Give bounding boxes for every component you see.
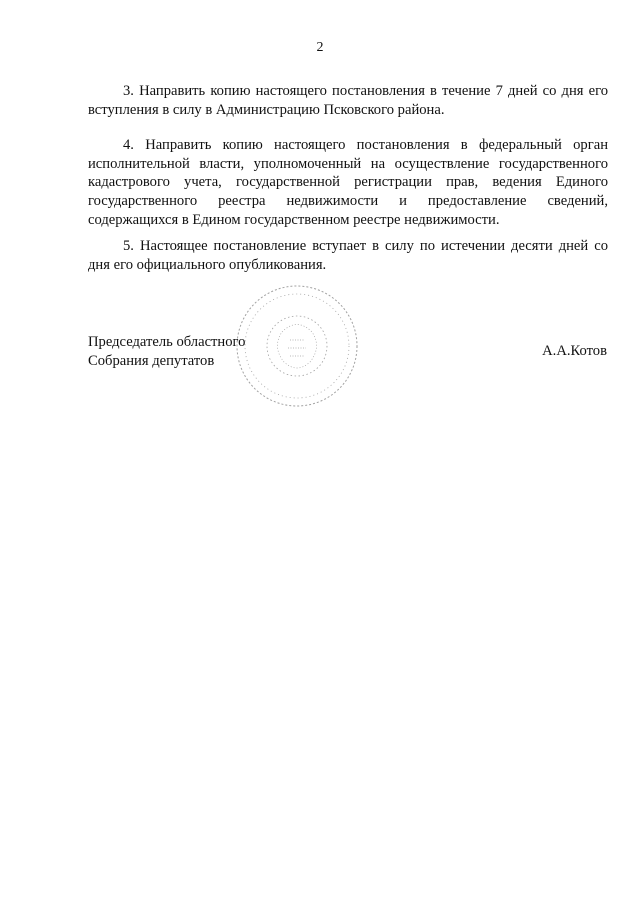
signatory-title (88, 333, 245, 371)
signatory-name: А.А.Котов (542, 343, 607, 359)
paragraph-4: 4. Направить копию настоящего постановления в федеральный орган исполнительной власти, уполномоченный на осуществление государственного кадастрового учета, государственной регистрации прав, ведения Единого государственного реестра недвижимости и предоставление сведений, содержащихся в Едином государственном реестре недвижимости. (88, 137, 608, 228)
official-seal-stamp (232, 282, 362, 410)
signatory-title-line-2: Собрания депутатов (88, 353, 215, 369)
page-number: 2 (316, 40, 324, 55)
paragraph-5: 5. Настоящее постановление вступает в силу по истечении десяти дней со дня его официального опубликования. (88, 238, 608, 273)
signatory-title-line-1: Председатель областного (88, 334, 246, 350)
paragraph-3: 3. Направить копию настоящего постановления в течение 7 дней со дня его вступления в силу в Администрацию Псковского района. (88, 83, 608, 118)
